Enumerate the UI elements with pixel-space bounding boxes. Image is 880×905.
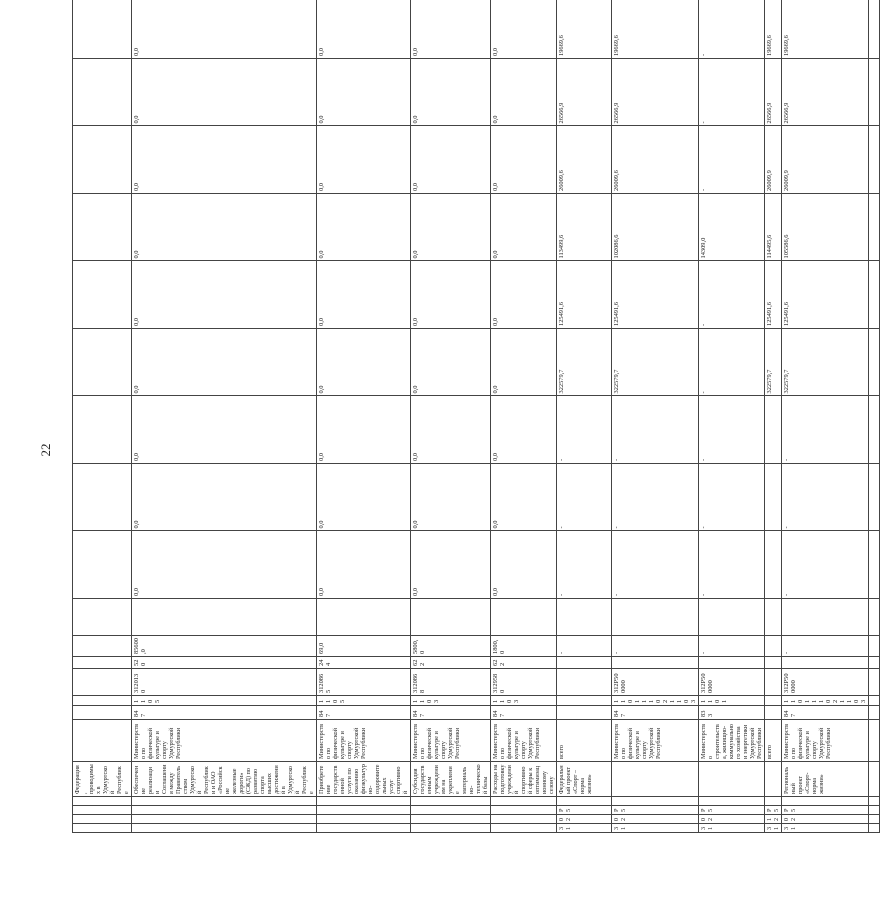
section-cell: 1105 [317,696,411,706]
code-cell [73,824,132,833]
table-row [612,0,699,833]
ministry-cell [73,720,132,762]
blank-cell [782,599,869,636]
table-row [317,0,411,833]
year-value-cell: - [699,396,765,464]
year-value-cell: 0,0 [317,0,411,59]
year-value-cell: 0,0 [411,261,491,329]
year-value-cell: 0,0 [491,126,557,194]
code-cell [411,797,491,806]
table-row [557,0,612,833]
year-value-cell: 26009,6 [557,126,612,194]
ministry-code-cell [73,706,132,720]
year-value-cell: 0,0 [132,464,317,532]
target-article-cell [765,669,782,696]
table-row [132,0,317,833]
year-value-cell [765,531,782,599]
ministry-code-cell: 833 [699,706,765,720]
year-value-cell: - [699,531,765,599]
code-cell [491,824,557,833]
year-value-cell: 0,0 [132,396,317,464]
code-cell: 02 [612,815,699,824]
year-value-cell: 0,0 [317,261,411,329]
code-cell [869,806,880,815]
year-value-cell: 14309,0 [699,194,765,262]
amount-cell: 5800,0 [411,636,491,657]
table-row [869,0,880,833]
year-value-cell: 26009,9 [765,126,782,194]
blank-cell [612,599,699,636]
ministry-code-cell: 847 [411,706,491,720]
year-value-cell: - [557,396,612,464]
year-value-cell: 0,0 [317,464,411,532]
ministry-code-cell: 847 [782,706,869,720]
code-cell: 31 [557,824,612,833]
year-value-cell: 19669,6 [612,0,699,59]
code-cell [317,806,411,815]
year-value-cell: 125491,6 [765,261,782,329]
description-cell: Расходы на подготовку учреждений спортивной сферы к оптимизационному сезону [491,762,557,797]
year-value-cell: 0,0 [132,329,317,397]
year-value-cell: 0,0 [132,531,317,599]
code-cell [132,797,317,806]
amount-cell [73,636,132,657]
budget-table-rotated [72,18,867,833]
year-value-cell: - [699,126,765,194]
code-cell [132,824,317,833]
year-value-cell: 0,0 [491,531,557,599]
year-value-cell: - [699,0,765,59]
table-row [491,0,557,833]
ministry-code-cell [869,706,880,720]
description-cell [765,762,782,797]
blank-cell [491,599,557,636]
code-cell: Р5 [612,806,699,815]
amount-cell: 85600,0 [132,636,317,657]
year-value-cell: - [782,531,869,599]
code-cell: 31 [782,824,869,833]
target-article-cell: 312Р500000 [612,669,699,696]
code-cell: 02 [557,815,612,824]
year-value-cell: - [699,464,765,532]
year-value-cell: 0,0 [132,126,317,194]
code-cell: Р5 [765,806,782,815]
year-value-cell: 26566,9 [765,59,782,127]
code-cell [317,824,411,833]
ministry-cell [869,720,880,762]
code-cell: 02 [699,815,765,824]
ministry-cell: всего [557,720,612,762]
section-cell [765,696,782,706]
year-value-cell [73,59,132,127]
year-value-cell: - [557,531,612,599]
expense-type-cell [782,657,869,669]
expense-type-cell [765,657,782,669]
target-article-cell: 312Р500000 [782,669,869,696]
page-number: 22 [38,443,53,457]
expense-type-cell [557,657,612,669]
expense-type-cell: 244 [317,657,411,669]
year-value-cell: - [782,396,869,464]
section-cell [557,696,612,706]
year-value-cell: - [612,531,699,599]
ministry-cell: всего [765,720,782,762]
year-value-cell [73,329,132,397]
target-article-cell [869,669,880,696]
year-value-cell [869,59,880,127]
section-cell: 1101 1102 1103 [782,696,869,706]
code-cell [491,806,557,815]
expense-type-cell [869,657,880,669]
year-value-cell: - [612,396,699,464]
year-value-cell [869,0,880,59]
code-cell [491,797,557,806]
blank-cell [869,599,880,636]
code-cell: 12 [765,815,782,824]
table-row [73,0,132,833]
section-cell: 1101 [699,696,765,706]
description-cell: Субсидия государственным учреждениям на укрепление материально-технической базы [411,762,491,797]
expense-type-cell: 520 [132,657,317,669]
amount-cell: 1800,0 [491,636,557,657]
year-value-cell: 125491,6 [612,261,699,329]
ministry-cell: Министерство по физической культуре и спорту Удмуртской Республики [411,720,491,762]
amount-cell: - [782,636,869,657]
expense-type-cell: 622 [411,657,491,669]
table-row [411,0,491,833]
target-article-cell: 3120868 [411,669,491,696]
year-value-cell: 0,0 [491,329,557,397]
code-cell: Р5 [782,806,869,815]
year-value-cell: 19669,6 [557,0,612,59]
year-value-cell: 0,0 [317,329,411,397]
blank-cell [73,599,132,636]
ministry-cell: Министерство по физической культуре и спорту Удмуртской Республики [782,720,869,762]
code-cell: 02 [782,815,869,824]
year-value-cell: 0,0 [491,59,557,127]
expense-type-cell [73,657,132,669]
year-value-cell: 0,0 [411,59,491,127]
year-value-cell: - [612,464,699,532]
year-value-cell: 0,0 [491,0,557,59]
table-row [765,0,782,833]
target-article-cell: 3129580 [491,669,557,696]
code-cell: 31 [699,824,765,833]
target-article-cell: 3120130 [132,669,317,696]
ministry-cell: Министерство по физической культуре и спорту Удмуртской Республики [317,720,411,762]
section-cell: 1101 1102 1103 [612,696,699,706]
year-value-cell: 26566,9 [612,59,699,127]
year-value-cell: 0,0 [411,329,491,397]
code-cell [869,824,880,833]
year-value-cell [869,464,880,532]
year-value-cell: 0,0 [411,464,491,532]
description-cell: Приобретение государственной услуги по оказанию физкультурно-оздоровительных услуг спортивной [317,762,411,797]
code-cell [411,824,491,833]
year-value-cell: 0,0 [491,261,557,329]
year-value-cell [765,464,782,532]
amount-cell: - [612,636,699,657]
target-article-cell: 3120865 [317,669,411,696]
expense-type-cell [612,657,699,669]
year-value-cell: 19669,6 [782,0,869,59]
section-cell: 1105 [132,696,317,706]
description-cell: Обеспечение реализации Соглашения между Правительством Удмуртской Республики и ОАО «Российские железные дороги» (СЖД) по развитию спорта высших достижений в Удмуртской Республике [132,762,317,797]
year-value-cell: 0,0 [132,59,317,127]
ministry-code-cell: 847 [317,706,411,720]
year-value-cell [73,396,132,464]
amount-cell: - [699,636,765,657]
year-value-cell: 322579,7 [782,329,869,397]
year-value-cell: 322579,7 [557,329,612,397]
ministry-cell: Министерство по физической культуре и спорту Удмуртской Республики [612,720,699,762]
amount-cell [869,636,880,657]
year-value-cell [73,261,132,329]
year-value-cell: - [782,464,869,532]
code-cell [869,815,880,824]
year-value-cell: 113499,6 [557,194,612,262]
code-cell [557,797,612,806]
year-value-cell: 125491,6 [782,261,869,329]
year-value-cell: 0,0 [317,194,411,262]
section-cell [869,696,880,706]
year-value-cell: 322579,7 [612,329,699,397]
year-value-cell [73,0,132,59]
year-value-cell: 0,0 [491,464,557,532]
description-cell: Региональный проект «Спорт-норма жизни» [782,762,869,797]
year-value-cell: - [557,464,612,532]
code-cell [869,797,880,806]
year-value-cell: 0,0 [317,396,411,464]
table-row [699,0,765,833]
year-value-cell: 0,0 [317,531,411,599]
code-cell [699,797,765,806]
year-value-cell: 26566,9 [782,59,869,127]
year-value-cell: 0,0 [132,0,317,59]
year-value-cell [869,396,880,464]
year-value-cell: 322579,7 [765,329,782,397]
year-value-cell: 0,0 [132,261,317,329]
year-value-cell: 125491,6 [557,261,612,329]
blank-cell [765,599,782,636]
year-value-cell: 26009,6 [612,126,699,194]
year-value-cell [869,531,880,599]
amount-cell: - [557,636,612,657]
description-cell [869,762,880,797]
ministry-code-cell [765,706,782,720]
expense-type-cell: 622 [491,657,557,669]
year-value-cell [73,126,132,194]
ministry-code-cell: 847 [491,706,557,720]
code-cell [411,806,491,815]
target-article-cell: 312Р500000 [699,669,765,696]
amount-cell: 69,0 [317,636,411,657]
year-value-cell: 0,0 [411,194,491,262]
code-cell: Р5 [557,806,612,815]
blank-cell [557,599,612,636]
code-cell: 31 [612,824,699,833]
year-value-cell [765,396,782,464]
year-value-cell [869,194,880,262]
year-value-cell: 105586,6 [782,194,869,262]
blank-cell [132,599,317,636]
budget-table [72,0,880,833]
year-value-cell [73,464,132,532]
code-cell: Р5 [699,806,765,815]
year-value-cell: 102086,6 [612,194,699,262]
year-value-cell: 0,0 [411,531,491,599]
year-value-cell: 0,0 [491,194,557,262]
ministry-code-cell: 847 [132,706,317,720]
ministry-cell: Министерство строительства, жилищно-коммунального хозяйства и энергетики Удмуртской Республики [699,720,765,762]
table-body [73,0,880,833]
year-value-cell: 114495,6 [765,194,782,262]
ministry-cell: Министерство по физической культуре и спорту Удмуртской Республики [491,720,557,762]
code-cell [73,815,132,824]
year-value-cell: - [699,59,765,127]
ministry-code-cell [557,706,612,720]
year-value-cell: 0,0 [132,194,317,262]
code-cell [73,797,132,806]
section-cell: 1103 [411,696,491,706]
code-cell: 31 [765,824,782,833]
year-value-cell: 0,0 [411,396,491,464]
code-cell [73,806,132,815]
year-value-cell: 0,0 [411,126,491,194]
year-value-cell [869,329,880,397]
description-cell: Федерация, проводимых в Удмуртской Республике [73,762,132,797]
year-value-cell [73,531,132,599]
year-value-cell: 26566,9 [557,59,612,127]
code-cell [782,797,869,806]
code-cell [491,815,557,824]
year-value-cell [869,261,880,329]
table-row [782,0,869,833]
blank-cell [699,599,765,636]
year-value-cell: 0,0 [491,396,557,464]
year-value-cell: 26009,9 [782,126,869,194]
ministry-cell: Министерство по физической культуре и спорту Удмуртской Республики [132,720,317,762]
amount-cell [765,636,782,657]
code-cell [765,797,782,806]
year-value-cell: - [699,261,765,329]
code-cell [612,797,699,806]
year-value-cell: 0,0 [317,126,411,194]
blank-cell [317,599,411,636]
section-cell [73,696,132,706]
description-cell [612,762,699,797]
blank-cell [411,599,491,636]
target-article-cell [557,669,612,696]
section-cell: 1103 [491,696,557,706]
code-cell [317,815,411,824]
code-cell [132,806,317,815]
year-value-cell: 19669,6 [765,0,782,59]
year-value-cell: - [699,329,765,397]
year-value-cell: 0,0 [411,0,491,59]
code-cell [317,797,411,806]
code-cell [132,815,317,824]
ministry-code-cell: 847 [612,706,699,720]
target-article-cell [73,669,132,696]
year-value-cell: 0,0 [317,59,411,127]
description-cell [699,762,765,797]
code-cell [411,815,491,824]
description-cell: Федеральный проект «Спорт – норма жизни» [557,762,612,797]
year-value-cell [73,194,132,262]
expense-type-cell [699,657,765,669]
year-value-cell [869,126,880,194]
